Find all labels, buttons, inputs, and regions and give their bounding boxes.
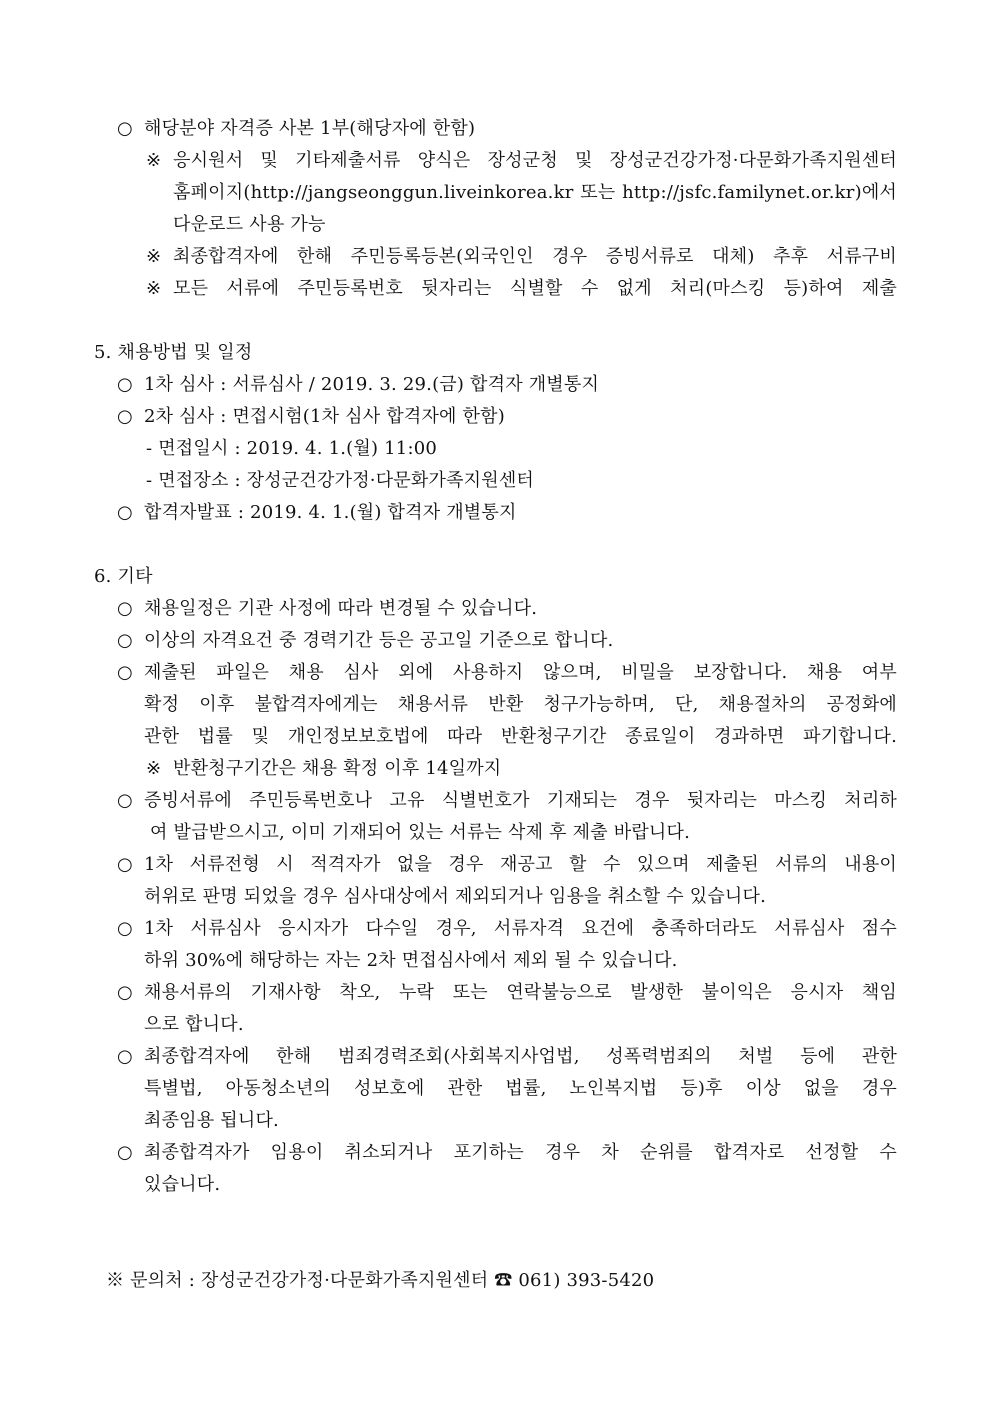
list-item: 1차 심사 : 서류심사 / 2019. 3. 29.(금) 합격자 개별통지	[144, 374, 600, 395]
note-line: 홈페이지(http://jangseonggun.liveinkorea.kr 또는 http://jsfc.familynet.or.kr)에서	[173, 182, 897, 203]
list-item: 1차 서류심사 응시자가 다수일 경우, 서류자격 요건에 충족하더라도 서류심사 점수	[144, 918, 897, 939]
note-mark: ※	[146, 758, 162, 779]
list-item-cont: 관한 법률 및 개인정보보호법에 따라 반환청구기간 종료일이 경과하면 파기합니다.	[144, 726, 897, 747]
bullet-mark: ○	[117, 982, 133, 1003]
note-line: 응시원서 및 기타제출서류 양식은 장성군청 및 장성군건강가정·다문화가족지원센터	[173, 150, 897, 171]
list-item-cont: 확정 이후 불합격자에게는 채용서류 반환 청구가능하며, 단, 채용절차의 공정화에	[144, 694, 897, 715]
note-mark: ※	[146, 278, 162, 299]
list-item: 합격자발표 : 2019. 4. 1.(월) 합격자 개별통지	[144, 502, 517, 523]
list-item: 최종합격자에 한해 범죄경력조회(사회복지사업법, 성폭력범죄의 처벌 등에 관한	[144, 1046, 897, 1067]
note-mark: ※	[146, 246, 162, 267]
list-item: 2차 심사 : 면접시험(1차 심사 합격자에 한함)	[144, 406, 505, 427]
contact-phone: 061) 393-5420	[518, 1270, 655, 1291]
bullet-mark: ○	[117, 406, 133, 427]
list-item: 제출된 파일은 채용 심사 외에 사용하지 않으며, 비밀을 보장합니다. 채용 여부	[144, 662, 897, 683]
note-mark: ※	[106, 1270, 125, 1291]
phone-icon: ☎	[494, 1270, 513, 1291]
list-item: 증빙서류에 주민등록번호나 고유 식별번호가 기재되는 경우 뒷자리는 마스킹 처리하	[144, 790, 897, 811]
note-line: 최종합격자에 한해 주민등록등본(외국인인 경우 증빙서류로 대체) 추후 서류구비	[173, 246, 897, 267]
bullet-mark: ○	[117, 118, 133, 139]
list-item-cont: 특별법, 아동청소년의 성보호에 관한 법률, 노인복지법 등)후 이상 없을 경우	[144, 1078, 897, 1099]
list-item-cont: 으로 합니다.	[144, 1014, 244, 1035]
note-line: 모든 서류에 주민등록번호 뒷자리는 식별할 수 없게 처리(마스킹 등)하여 제출	[173, 278, 897, 299]
bullet-mark: ○	[117, 790, 133, 811]
contact-text: 문의처 : 장성군건강가정·다문화가족지원센터	[130, 1270, 489, 1291]
section-heading: 6. 기타	[94, 566, 153, 587]
sub-item: - 면접장소 : 장성군건강가정·다문화가족지원센터	[146, 470, 534, 491]
contact-line	[106, 1269, 654, 1293]
bullet-mark: ○	[117, 1142, 133, 1163]
list-item: 최종합격자가 임용이 취소되거나 포기하는 경우 차 순위를 합격자로 선정할 수	[144, 1142, 897, 1163]
bullet-mark: ○	[117, 598, 133, 619]
list-item: 이상의 자격요건 중 경력기간 등은 공고일 기준으로 합니다.	[144, 630, 614, 651]
list-item-cont: 하위 30%에 해당하는 자는 2차 면접심사에서 제외 될 수 있습니다.	[144, 950, 678, 971]
list-item: 1차 서류전형 시 적격자가 없을 경우 재공고 할 수 있으며 제출된 서류의 내용이	[144, 854, 897, 875]
list-item-cont: 있습니다.	[144, 1174, 221, 1195]
list-item-cont: 허위로 판명 되었을 경우 심사대상에서 제외되거나 임용을 취소할 수 있습니다.	[144, 886, 767, 907]
list-item: 해당분야 자격증 사본 1부(해당자에 한함)	[144, 118, 476, 139]
list-item-cont: 여 발급받으시고, 이미 기재되어 있는 서류는 삭제 후 제출 바랍니다.	[150, 822, 691, 843]
bullet-mark: ○	[117, 1046, 133, 1067]
list-item: 채용일정은 기관 사정에 따라 변경될 수 있습니다.	[144, 598, 538, 619]
bullet-mark: ○	[117, 662, 133, 683]
list-item: 채용서류의 기재사항 착오, 누락 또는 연락불능으로 발생한 불이익은 응시자 책임	[144, 982, 897, 1003]
bullet-mark: ○	[117, 630, 133, 651]
list-item-cont: 최종임용 됩니다.	[144, 1110, 279, 1131]
section-heading: 5. 채용방법 및 일정	[94, 342, 253, 363]
bullet-mark: ○	[117, 374, 133, 395]
bullet-mark: ○	[117, 854, 133, 875]
note-mark: ※	[146, 150, 162, 171]
note-line: 반환청구기간은 채용 확정 이후 14일까지	[173, 758, 502, 779]
note-line: 다운로드 사용 가능	[173, 214, 326, 235]
bullet-mark: ○	[117, 918, 133, 939]
bullet-mark: ○	[117, 502, 133, 523]
sub-item: - 면접일시 : 2019. 4. 1.(월) 11:00	[146, 438, 438, 459]
